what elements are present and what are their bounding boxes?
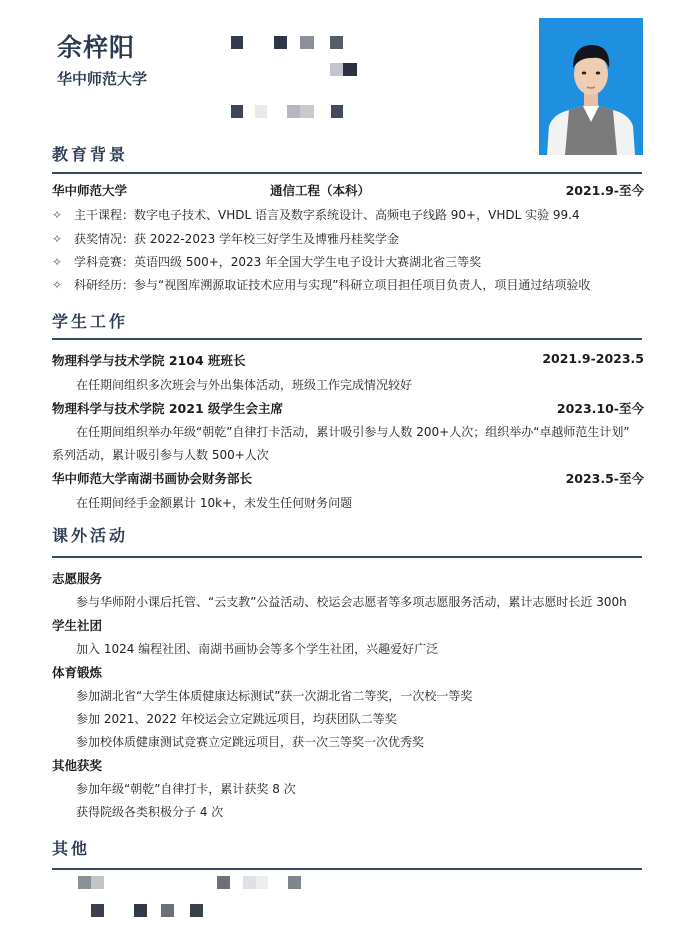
activity-category: 学生社团 (52, 618, 103, 633)
education-item: ✧ 主干课程：数字电子技术、VHDL 语言及数字系统设计、高频电子线路 90+，VHDL 实验 99.4 (52, 208, 580, 222)
activity-category: 体育锻炼 (52, 665, 103, 680)
diamond-bullet-icon: ✧ (52, 232, 63, 246)
education-school: 华中师范大学 (52, 183, 128, 198)
education-header-row (52, 181, 644, 199)
diamond-bullet-icon: ✧ (52, 208, 63, 222)
profile-photo (539, 18, 643, 155)
work-entry-header (52, 351, 644, 369)
work-role: 物理科学与技术学院 2104 班班长 (52, 353, 246, 368)
education-period: 2021.9-至今 (565, 183, 644, 198)
work-role: 物理科学与技术学院 2021 级学生会主席 (52, 401, 283, 416)
work-description: 在任期间经手金额累计 10k+，未发生任何财务问题 (76, 496, 353, 510)
candidate-name: 余梓阳 (57, 33, 136, 62)
section-divider (52, 868, 642, 870)
work-role: 华中师范大学南湖书画协会财务部长 (52, 471, 253, 486)
candidate-school: 华中师范大学 (57, 70, 148, 88)
work-description: 在任期间组织举办年级“朝乾”自律打卡活动，累计吸引参与人数 200+人次；组织举办“卓越师范生计划” (76, 425, 630, 439)
work-period: 2023.5-至今 (565, 471, 644, 486)
activity-category: 其他获奖 (52, 758, 103, 773)
section-title-work: 学生工作 (52, 312, 129, 331)
section-divider (52, 172, 642, 174)
work-period: 2023.10-至今 (556, 401, 644, 416)
work-entry-header (52, 399, 644, 417)
education-item: ✧ 科研经历：参与“视图库溯源取证技术应用与实现”科研立项目担任项目负责人，项目通过结项验收 (52, 278, 591, 292)
activity-line: 参与华师附小课后托管、“云支教”公益活动、校运会志愿者等多项志愿服务活动，累计志愿时长近 300h (76, 595, 627, 609)
activity-category: 志愿服务 (52, 571, 103, 586)
activity-line: 参加年级“朝乾”自律打卡，累计获奖 8 次 (76, 782, 296, 796)
section-divider (52, 338, 642, 340)
work-description-continued: 系列活动，累计吸引参与人数 500+人次 (52, 448, 269, 462)
activity-line: 参加校体质健康测试竞赛立定跳远项目，获一次三等奖一次优秀奖 (76, 735, 425, 749)
education-item: ✧ 学科竞赛：英语四级 500+，2023 年全国大学生电子设计大赛湖北省三等奖 (52, 255, 482, 269)
diamond-bullet-icon: ✧ (52, 255, 63, 269)
activity-line: 获得院级各类积极分子 4 次 (76, 805, 224, 819)
activity-line: 参加湖北省“大学生体质健康达标测试”获一次湖北省二等奖，一次校一等奖 (76, 689, 473, 703)
work-description: 在任期间组织多次班会与外出集体活动，班级工作完成情况较好 (76, 378, 413, 392)
diamond-bullet-icon: ✧ (52, 278, 63, 292)
activity-line: 参加 2021、2022 年校运会立定跳远项目，均获团队二等奖 (76, 712, 397, 726)
section-divider (52, 556, 642, 558)
education-item: ✧ 获奖情况：获 2022-2023 学年校三好学生及博雅丹桂奖学金 (52, 232, 400, 246)
section-title-activities: 课外活动 (52, 526, 129, 545)
education-major: 通信工程（本科） (270, 183, 371, 198)
work-entry-header (52, 469, 644, 487)
work-period: 2021.9-2023.5 (542, 351, 644, 366)
activity-line: 加入 1024 编程社团、南湖书画协会等多个学生社团，兴趣爱好广泛 (76, 642, 439, 656)
section-title-education: 教育背景 (52, 145, 129, 164)
section-title-other: 其他 (52, 839, 91, 858)
